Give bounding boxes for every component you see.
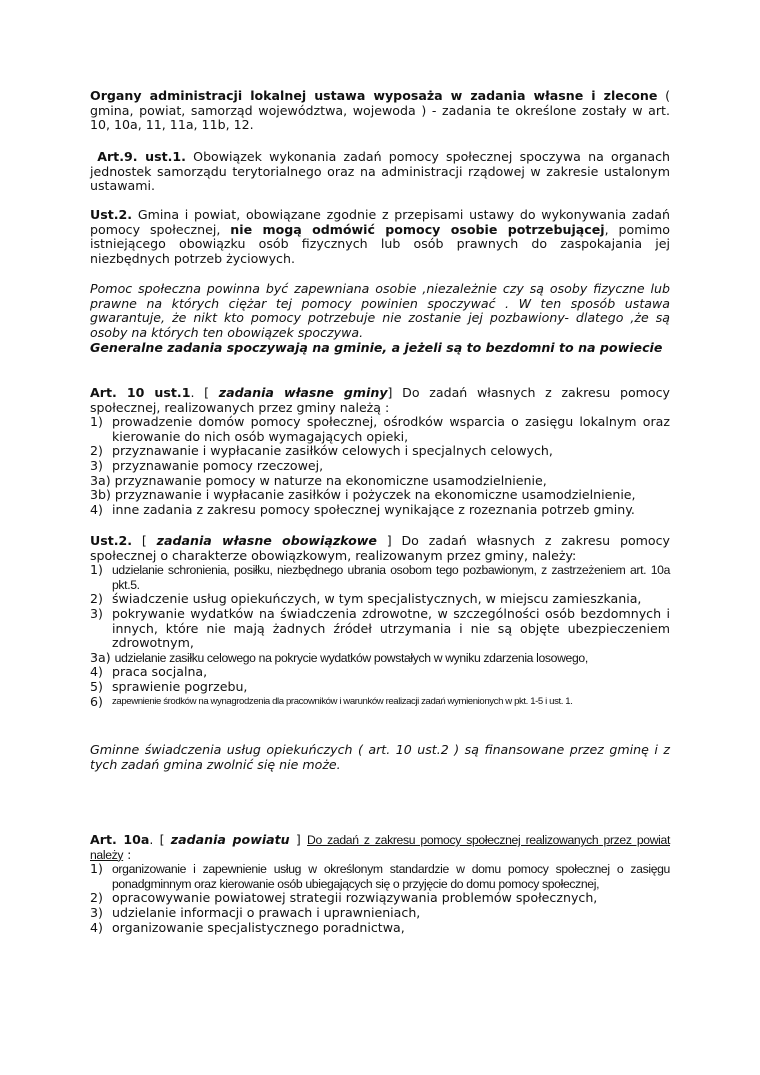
list-text: udzielanie informacji o prawach i uprawnieniach, [112, 904, 421, 920]
list-text: opracowywanie powiatowej strategii rozwiązywania problemów społecznych, [112, 890, 598, 906]
art10-intro [90, 386, 670, 415]
list-text: świadczenie usług opiekuńczych, w tym specjalistycznych, w miejscu zamieszkania, [112, 591, 642, 607]
list-number: 3) [90, 904, 103, 920]
list-item [90, 444, 670, 459]
art10-ust2-intro [90, 534, 670, 563]
list-text: organizowanie i zapewnienie usług w określonym standardzie w domu pomocy społecznej o zasięgu ponadgminnym oraz kierowanie osób ubiegających się o przyjęcie do domu pomocy społecznej, [112, 862, 670, 891]
list-text: pokrywanie wydatków na świadczenia zdrowotne, w szczególności osób bezdomnych i innych, które nie mają żadnych źródeł utrzymania i nie są objęte ubezpieczeniem zdrowotnym, [112, 605, 670, 651]
list-item [90, 665, 670, 680]
list-item [90, 695, 670, 710]
list-item [90, 862, 670, 891]
list-number: 3) [90, 457, 103, 473]
list-text: organizowanie specjalistycznego poradnictwa, [112, 919, 405, 935]
list-number: 3) [90, 605, 103, 621]
note-paragraph: Pomoc społeczna powinna być zapewniana osobie ,niezależnie czy są osoby fizyczne lub prawne na których ciężar tej pomocy powinien spoczywać . W ten sposób ustawa gwarantuje, że nikt kto pomocy potrzebuje nie zostanie jej pozbawiony- dlatego ,że są osoby na których ten obowiązek spoczywa. [90, 281, 670, 340]
list-number: 2) [90, 890, 103, 906]
art10a-title: zadania powiatu [170, 832, 290, 847]
list-text: praca socjalna, [112, 664, 208, 680]
list-text: inne zadania z zakresu pomocy społecznej wynikające z rozeznania potrzeb gminy. [112, 501, 635, 517]
list-text: zapewnienie środków na wynagrodzenia dla pracowników i warunków realizacji zadań wymienionych w pkt. 1-5 i ust. 1. [112, 695, 573, 707]
ust2-text: Gmina i powiat, obowiązane zgodnie z przepisami ustawy do wykonywania zadań pomocy społecznej, [90, 207, 670, 237]
art10-bracket: . [ [190, 385, 219, 400]
art10a-bracket-close: ] [289, 832, 308, 847]
list-number: 3a) [90, 649, 111, 665]
list-item [90, 891, 670, 906]
list-number: 3b) [90, 487, 111, 503]
list-number: 2) [90, 443, 103, 459]
intro-text: ( gmina, powiat, samorząd województwa, wojewoda ) - zadania te określone zostały w art. 10, 10a, 11, 11a, 11b, 12. [90, 88, 671, 133]
list-item [90, 503, 670, 518]
art10-ust2-section [90, 534, 670, 709]
art10-label: Art. 10 ust.1 [90, 385, 191, 400]
list-number: 5) [90, 678, 103, 694]
art9-label: Art.9. ust.1. [97, 149, 186, 164]
list-number: 3a) [90, 472, 111, 488]
list-text: prowadzenie domów pomocy społecznej, ośrodków wsparcia o zasięgu lokalnym oraz kierowanie do nich osób wymagających opieki, [112, 414, 670, 444]
art10-ust2-list [90, 563, 670, 709]
art10-ust2-intro-text: ] Do zadań własnych z zakresu pomocy społecznej o charakterze obowiązkowym, realizowanym przez gminy, należy: [90, 533, 670, 563]
list-item [90, 459, 670, 474]
note-heading: Generalne zadania spoczywają na gminie, a jeżeli są to bezdomni to na powiecie [90, 340, 663, 355]
list-text: udzielanie zasiłku celowego na pokrycie wydatków powstałych w wyniku zdarzenia losowego, [114, 650, 588, 665]
list-text: sprawienie pogrzebu, [112, 678, 248, 694]
ust2-text-end: , pomimo istniejącego obowiązku osób fizycznych lub osób prawnych do zaspokajania jej niezbędnych potrzeb życiowych. [90, 221, 670, 266]
art10-list [90, 415, 670, 517]
list-item [90, 680, 670, 695]
art10a-colon: : [123, 846, 132, 862]
art10-ust2-title: zadania własne obowiązkowe [156, 533, 377, 548]
art10a-list [90, 862, 670, 935]
list-number: 4) [90, 919, 103, 935]
intro-paragraph [90, 89, 670, 133]
list-number: 2) [90, 591, 103, 607]
list-number: 1) [90, 562, 103, 578]
ust2-paragraph [90, 208, 670, 266]
ust2-label: Ust.2. [90, 207, 133, 222]
ust2-bold: nie mogą odmówić pomocy osobie potrzebującej [230, 221, 605, 237]
list-item [90, 906, 670, 921]
art10-intro-text: ] Do zadań własnych z zakresu pomocy społecznej, realizowanych przez gminy należą : [90, 385, 670, 415]
list-number: 4) [90, 664, 103, 680]
list-item [90, 474, 670, 489]
list-item [90, 488, 670, 503]
list-item [90, 563, 670, 592]
art9-paragraph [90, 150, 670, 194]
art9-text: Obowiązek wykonania zadań pomocy społecznej spoczywa na organach jednostek samorządu terytorialnego oraz na administracji rządowej w zakresie ustalonym ustawami. [90, 149, 670, 194]
art10a-intro [90, 833, 670, 862]
list-number: 1) [90, 861, 103, 877]
list-item [90, 415, 670, 444]
list-number: 1) [90, 414, 103, 430]
art10-title: zadania własne gminy [218, 385, 388, 400]
list-item [90, 592, 670, 607]
list-item [90, 651, 670, 666]
list-text: przyznawanie i wypłacanie zasiłków celowych i specjalnych celowych, [112, 443, 553, 459]
list-item [90, 607, 670, 651]
list-item [90, 921, 670, 936]
list-text: przyznawanie pomocy w naturze na ekonomiczne usamodzielnienie, [114, 472, 547, 488]
art10-ust2-label: Ust.2. [90, 533, 133, 548]
art10a-intro-text: Do zadań z zakresu pomocy społecznej realizowanych przez powiat należy [90, 833, 670, 862]
list-text: przyznawanie i wypłacanie zasiłków i pożyczek na ekonomiczne usamodzielnienie, [114, 487, 636, 503]
art10a-bracket: . [ [149, 832, 171, 847]
list-number: 4) [90, 501, 103, 517]
art10a-label: Art. 10a [90, 832, 150, 847]
intro-bold: Organy administracji lokalnej ustawa wyposaża w zadania własne i zlecone [90, 88, 658, 103]
list-text: przyznawanie pomocy rzeczowej, [112, 457, 324, 473]
art10-ust2-bracket: [ [132, 533, 157, 548]
art10a-section [90, 833, 670, 935]
list-text: udzielanie schronienia, posiłku, niezbędnego ubrania osobom tego pozbawionym, z zastrzeżeniem art. 10a pkt.5. [112, 563, 670, 592]
list-number: 6) [90, 693, 103, 709]
art10-section [90, 386, 670, 517]
gminne-paragraph: Gminne świadczenia usług opiekuńczych ( art. 10 ust.2 ) są finansowane przez gminę i z tych zadań gmina zwolnić się nie może. [90, 742, 670, 772]
